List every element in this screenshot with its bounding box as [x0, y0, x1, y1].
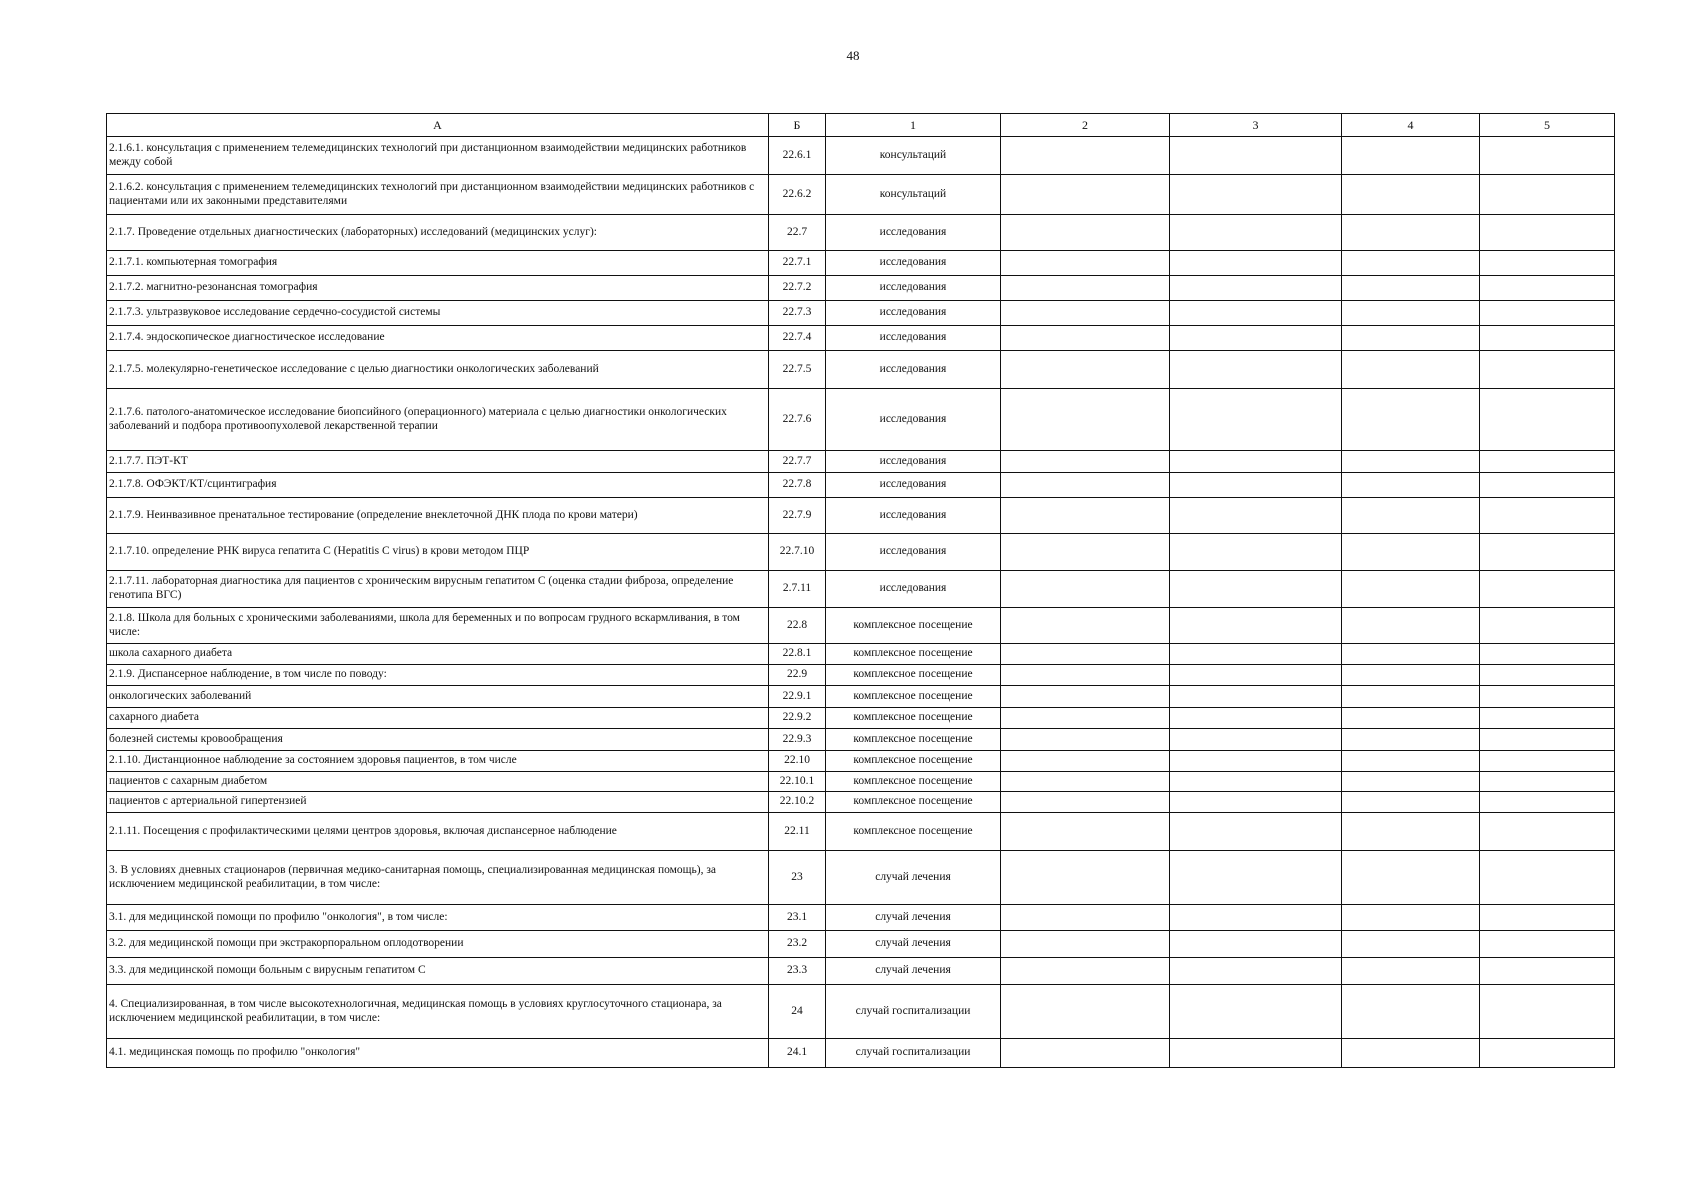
cell-col-5: [1480, 851, 1615, 905]
cell-unit: исследования: [826, 326, 1001, 351]
cell-col-5: [1480, 708, 1615, 729]
table-row: [107, 931, 1615, 958]
table-row: [107, 534, 1615, 571]
cell-col-3: [1170, 772, 1342, 792]
cell-col-4: [1342, 215, 1480, 251]
cell-code: 22.7.6: [769, 389, 826, 451]
cell-name: школа сахарного диабета: [107, 644, 769, 665]
column-header-3: 3: [1170, 114, 1342, 137]
cell-unit: случай госпитализации: [826, 985, 1001, 1039]
cell-col-4: [1342, 1039, 1480, 1068]
cell-unit: консультаций: [826, 175, 1001, 215]
cell-name: 3.3. для медицинской помощи больным с вирусным гепатитом С: [107, 958, 769, 985]
cell-code: 23.2: [769, 931, 826, 958]
table-row: [107, 571, 1615, 608]
cell-col-2: [1001, 301, 1170, 326]
cell-col-5: [1480, 571, 1615, 608]
cell-col-5: [1480, 665, 1615, 686]
table-row: [107, 958, 1615, 985]
cell-col-3: [1170, 215, 1342, 251]
cell-name: 4.1. медицинская помощь по профилю "онкология": [107, 1039, 769, 1068]
cell-col-5: [1480, 301, 1615, 326]
cell-col-3: [1170, 571, 1342, 608]
cell-col-2: [1001, 958, 1170, 985]
cell-unit: случай лечения: [826, 958, 1001, 985]
cell-col-5: [1480, 644, 1615, 665]
cell-name: 2.1.10. Дистанционное наблюдение за состоянием здоровья пациентов, в том числе: [107, 751, 769, 772]
cell-col-3: [1170, 251, 1342, 276]
cell-unit: исследования: [826, 276, 1001, 301]
cell-col-3: [1170, 813, 1342, 851]
cell-code: 22.7.7: [769, 451, 826, 473]
cell-col-3: [1170, 351, 1342, 389]
cell-col-4: [1342, 751, 1480, 772]
cell-unit: исследования: [826, 215, 1001, 251]
cell-code: 22.10: [769, 751, 826, 772]
cell-col-3: [1170, 137, 1342, 175]
cell-col-2: [1001, 175, 1170, 215]
cell-col-2: [1001, 251, 1170, 276]
cell-col-2: [1001, 792, 1170, 813]
cell-unit: комплексное посещение: [826, 772, 1001, 792]
table-row: [107, 686, 1615, 708]
cell-col-4: [1342, 276, 1480, 301]
cell-code: 22.10.2: [769, 792, 826, 813]
cell-name: 2.1.6.1. консультация с применением телемедицинских технологий при дистанционном взаимодействии медицинских работников между собой: [107, 137, 769, 175]
cell-code: 22.9.1: [769, 686, 826, 708]
cell-col-2: [1001, 534, 1170, 571]
table-body: [107, 137, 1615, 1068]
cell-col-3: [1170, 905, 1342, 931]
cell-unit: случай госпитализации: [826, 1039, 1001, 1068]
table-row: [107, 708, 1615, 729]
cell-col-3: [1170, 1039, 1342, 1068]
cell-name: 3. В условиях дневных стационаров (первичная медико-санитарная помощь, специализированная медицинская помощь), за исключением медицинской реабилитации, в том числе:: [107, 851, 769, 905]
table-row: [107, 451, 1615, 473]
cell-col-4: [1342, 251, 1480, 276]
cell-col-4: [1342, 686, 1480, 708]
cell-unit: случай лечения: [826, 931, 1001, 958]
cell-code: 22.8: [769, 608, 826, 644]
cell-col-4: [1342, 451, 1480, 473]
table-row: [107, 751, 1615, 772]
cell-col-4: [1342, 729, 1480, 751]
table-row: [107, 608, 1615, 644]
cell-name: 2.1.7.11. лабораторная диагностика для пациентов с хроническим вирусным гепатитом С (оценка стадии фиброза, определение генотипа ВГС): [107, 571, 769, 608]
cell-col-5: [1480, 473, 1615, 498]
cell-unit: случай лечения: [826, 905, 1001, 931]
data-table: [106, 113, 1615, 1068]
cell-col-5: [1480, 686, 1615, 708]
cell-col-4: [1342, 813, 1480, 851]
cell-code: 22.6.1: [769, 137, 826, 175]
cell-code: 24.1: [769, 1039, 826, 1068]
cell-col-3: [1170, 326, 1342, 351]
cell-col-5: [1480, 137, 1615, 175]
cell-col-4: [1342, 571, 1480, 608]
cell-col-3: [1170, 792, 1342, 813]
cell-col-2: [1001, 215, 1170, 251]
cell-code: 22.7.5: [769, 351, 826, 389]
cell-col-5: [1480, 451, 1615, 473]
cell-col-2: [1001, 851, 1170, 905]
table-row: [107, 473, 1615, 498]
table-row: [107, 276, 1615, 301]
cell-col-3: [1170, 729, 1342, 751]
cell-code: 22.7.9: [769, 498, 826, 534]
cell-col-4: [1342, 534, 1480, 571]
cell-name: 2.1.7.3. ультразвуковое исследование сердечно-сосудистой системы: [107, 301, 769, 326]
cell-col-3: [1170, 931, 1342, 958]
cell-col-4: [1342, 326, 1480, 351]
cell-code: 22.7.2: [769, 276, 826, 301]
cell-col-4: [1342, 301, 1480, 326]
cell-col-3: [1170, 751, 1342, 772]
cell-code: 23.3: [769, 958, 826, 985]
cell-col-5: [1480, 958, 1615, 985]
cell-unit: исследования: [826, 473, 1001, 498]
cell-col-2: [1001, 473, 1170, 498]
cell-col-3: [1170, 498, 1342, 534]
cell-col-4: [1342, 608, 1480, 644]
table-row: [107, 498, 1615, 534]
cell-name: 2.1.7.7. ПЭТ-КТ: [107, 451, 769, 473]
cell-col-3: [1170, 985, 1342, 1039]
cell-unit: исследования: [826, 534, 1001, 571]
cell-unit: исследования: [826, 571, 1001, 608]
cell-unit: исследования: [826, 389, 1001, 451]
table-row: [107, 326, 1615, 351]
column-header-1: 1: [826, 114, 1001, 137]
column-header-4: 4: [1342, 114, 1480, 137]
cell-col-4: [1342, 644, 1480, 665]
cell-code: 22.10.1: [769, 772, 826, 792]
cell-col-2: [1001, 686, 1170, 708]
cell-col-2: [1001, 451, 1170, 473]
column-header-2: 2: [1001, 114, 1170, 137]
cell-col-5: [1480, 251, 1615, 276]
cell-name: пациентов с сахарным диабетом: [107, 772, 769, 792]
cell-name: 2.1.6.2. консультация с применением телемедицинских технологий при дистанционном взаимодействии медицинских работников с пациентами или их законными представителями: [107, 175, 769, 215]
cell-col-2: [1001, 608, 1170, 644]
cell-code: 23: [769, 851, 826, 905]
page-number: 48: [846, 48, 860, 63]
cell-col-2: [1001, 985, 1170, 1039]
cell-col-4: [1342, 137, 1480, 175]
cell-col-5: [1480, 751, 1615, 772]
cell-unit: комплексное посещение: [826, 686, 1001, 708]
cell-col-3: [1170, 958, 1342, 985]
cell-code: 23.1: [769, 905, 826, 931]
table-row: [107, 985, 1615, 1039]
cell-code: 22.9: [769, 665, 826, 686]
cell-col-4: [1342, 708, 1480, 729]
cell-code: 24: [769, 985, 826, 1039]
cell-name: 2.1.7.2. магнитно-резонансная томография: [107, 276, 769, 301]
table-row: [107, 813, 1615, 851]
column-header-5: 5: [1480, 114, 1615, 137]
cell-name: 2.1.7.5. молекулярно-генетическое исследование с целью диагностики онкологических заболеваний: [107, 351, 769, 389]
cell-unit: комплексное посещение: [826, 751, 1001, 772]
table-row: [107, 665, 1615, 686]
cell-col-5: [1480, 985, 1615, 1039]
cell-name: онкологических заболеваний: [107, 686, 769, 708]
cell-unit: комплексное посещение: [826, 608, 1001, 644]
cell-code: 22.11: [769, 813, 826, 851]
cell-col-3: [1170, 175, 1342, 215]
table-row: [107, 301, 1615, 326]
cell-code: 22.9.3: [769, 729, 826, 751]
table-row: [107, 351, 1615, 389]
cell-col-4: [1342, 772, 1480, 792]
cell-col-2: [1001, 137, 1170, 175]
cell-col-5: [1480, 729, 1615, 751]
cell-col-2: [1001, 1039, 1170, 1068]
cell-unit: исследования: [826, 251, 1001, 276]
cell-name: 2.1.7. Проведение отдельных диагностических (лабораторных) исследований (медицинских услуг):: [107, 215, 769, 251]
cell-col-2: [1001, 644, 1170, 665]
cell-code: 22.8.1: [769, 644, 826, 665]
cell-col-2: [1001, 326, 1170, 351]
cell-col-3: [1170, 686, 1342, 708]
table-row: [107, 215, 1615, 251]
cell-col-2: [1001, 665, 1170, 686]
cell-col-2: [1001, 708, 1170, 729]
cell-col-5: [1480, 175, 1615, 215]
table-row: [107, 792, 1615, 813]
cell-col-4: [1342, 498, 1480, 534]
cell-col-4: [1342, 175, 1480, 215]
cell-col-3: [1170, 276, 1342, 301]
cell-col-5: [1480, 215, 1615, 251]
cell-col-4: [1342, 851, 1480, 905]
cell-code: 22.7.1: [769, 251, 826, 276]
cell-col-4: [1342, 351, 1480, 389]
cell-code: 22.7.4: [769, 326, 826, 351]
cell-col-5: [1480, 792, 1615, 813]
cell-name: 2.1.9. Диспансерное наблюдение, в том числе по поводу:: [107, 665, 769, 686]
cell-name: болезней системы кровообращения: [107, 729, 769, 751]
cell-col-4: [1342, 931, 1480, 958]
table-row: [107, 644, 1615, 665]
cell-col-3: [1170, 665, 1342, 686]
cell-code: 22.7: [769, 215, 826, 251]
cell-col-2: [1001, 498, 1170, 534]
cell-unit: случай лечения: [826, 851, 1001, 905]
cell-name: 2.1.7.6. патолого-анатомическое исследование биопсийного (операционного) материала с целью диагностики онкологических заболеваний и подбора противоопухолевой лекарственной терапии: [107, 389, 769, 451]
table-row: [107, 1039, 1615, 1068]
cell-code: 22.7.3: [769, 301, 826, 326]
cell-unit: исследования: [826, 498, 1001, 534]
cell-name: 2.1.7.4. эндоскопическое диагностическое исследование: [107, 326, 769, 351]
cell-name: 4. Специализированная, в том числе высокотехнологичная, медицинская помощь в условиях круглосуточного стационара, за исключением медицинской реабилитации, в том числе:: [107, 985, 769, 1039]
cell-col-5: [1480, 813, 1615, 851]
cell-code: 22.7.10: [769, 534, 826, 571]
table-row: [107, 772, 1615, 792]
cell-col-4: [1342, 389, 1480, 451]
header-row: [107, 114, 1615, 137]
cell-name: 2.1.7.1. компьютерная томография: [107, 251, 769, 276]
cell-name: пациентов с артериальной гипертензией: [107, 792, 769, 813]
cell-col-2: [1001, 905, 1170, 931]
cell-unit: комплексное посещение: [826, 792, 1001, 813]
cell-unit: комплексное посещение: [826, 708, 1001, 729]
cell-col-3: [1170, 608, 1342, 644]
cell-col-2: [1001, 813, 1170, 851]
cell-col-5: [1480, 326, 1615, 351]
cell-col-5: [1480, 351, 1615, 389]
cell-col-2: [1001, 389, 1170, 451]
column-header-b: Б: [769, 114, 826, 137]
table-row: [107, 137, 1615, 175]
cell-name: сахарного диабета: [107, 708, 769, 729]
cell-unit: консультаций: [826, 137, 1001, 175]
table-row: [107, 729, 1615, 751]
cell-col-2: [1001, 751, 1170, 772]
cell-col-4: [1342, 473, 1480, 498]
cell-name: 2.1.7.8. ОФЭКТ/КТ/сцинтиграфия: [107, 473, 769, 498]
cell-col-2: [1001, 729, 1170, 751]
cell-col-3: [1170, 851, 1342, 905]
cell-col-4: [1342, 985, 1480, 1039]
cell-unit: комплексное посещение: [826, 665, 1001, 686]
cell-col-2: [1001, 772, 1170, 792]
cell-col-4: [1342, 665, 1480, 686]
cell-col-3: [1170, 644, 1342, 665]
cell-col-2: [1001, 931, 1170, 958]
cell-name: 2.1.11. Посещения с профилактическими целями центров здоровья, включая диспансерное наблюдение: [107, 813, 769, 851]
cell-col-5: [1480, 498, 1615, 534]
cell-unit: комплексное посещение: [826, 644, 1001, 665]
cell-col-2: [1001, 351, 1170, 389]
table-row: [107, 851, 1615, 905]
table-row: [107, 251, 1615, 276]
cell-col-5: [1480, 905, 1615, 931]
cell-col-5: [1480, 772, 1615, 792]
cell-code: 22.6.2: [769, 175, 826, 215]
cell-unit: комплексное посещение: [826, 813, 1001, 851]
cell-name: 2.1.7.10. определение РНК вируса гепатита С (Hepatitis C virus) в крови методом ПЦР: [107, 534, 769, 571]
cell-unit: исследования: [826, 351, 1001, 389]
cell-name: 3.1. для медицинской помощи по профилю "онкология", в том числе:: [107, 905, 769, 931]
cell-col-5: [1480, 931, 1615, 958]
cell-col-4: [1342, 905, 1480, 931]
cell-col-5: [1480, 389, 1615, 451]
cell-code: 22.7.8: [769, 473, 826, 498]
cell-col-2: [1001, 276, 1170, 301]
cell-col-5: [1480, 1039, 1615, 1068]
cell-name: 2.1.7.9. Неинвазивное пренатальное тестирование (определение внеклеточной ДНК плода по крови матери): [107, 498, 769, 534]
table-row: [107, 175, 1615, 215]
cell-name: 2.1.8. Школа для больных с хроническими заболеваниями, школа для беременных и по вопросам грудного вскармливания, в том числе:: [107, 608, 769, 644]
table-row: [107, 905, 1615, 931]
cell-col-3: [1170, 473, 1342, 498]
cell-unit: комплексное посещение: [826, 729, 1001, 751]
cell-col-4: [1342, 958, 1480, 985]
cell-col-4: [1342, 792, 1480, 813]
table-row: [107, 389, 1615, 451]
cell-code: 2.7.11: [769, 571, 826, 608]
cell-col-5: [1480, 276, 1615, 301]
cell-col-3: [1170, 301, 1342, 326]
cell-col-3: [1170, 534, 1342, 571]
cell-unit: исследования: [826, 301, 1001, 326]
cell-name: 3.2. для медицинской помощи при экстракорпоральном оплодотворении: [107, 931, 769, 958]
cell-col-2: [1001, 571, 1170, 608]
cell-col-3: [1170, 389, 1342, 451]
cell-col-3: [1170, 708, 1342, 729]
cell-col-5: [1480, 608, 1615, 644]
cell-unit: исследования: [826, 451, 1001, 473]
cell-code: 22.9.2: [769, 708, 826, 729]
cell-col-5: [1480, 534, 1615, 571]
column-header-a: А: [107, 114, 769, 137]
cell-col-3: [1170, 451, 1342, 473]
